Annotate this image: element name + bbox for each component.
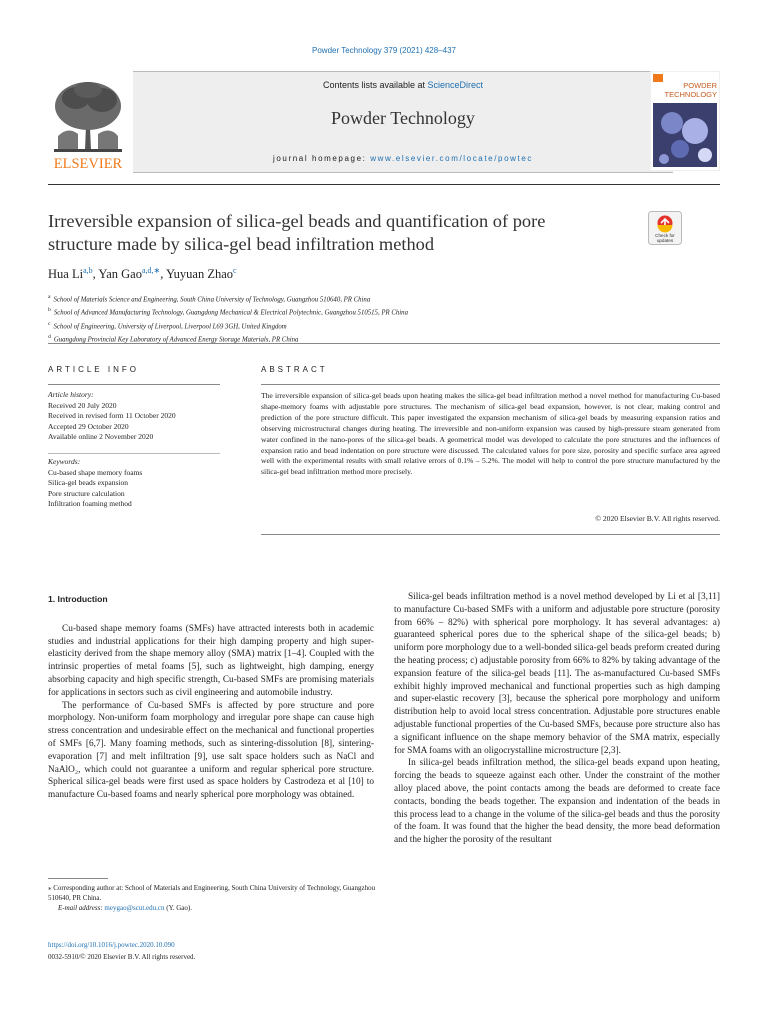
author-name[interactable]: Yuyuan Zhao xyxy=(166,267,234,282)
affiliation-text: School of Materials Science and Engineering, South China University of Technology, Guangzhou 510640, PR China xyxy=(53,296,371,304)
homepage-link[interactable]: www.elsevier.com/locate/powtec xyxy=(370,154,533,163)
affiliation-list xyxy=(48,292,688,345)
check-for-updates-badge[interactable] xyxy=(648,211,682,245)
body-paragraph: Cu-based shape memory foams (SMFs) have attracted interests both in academic studies and industrial applications for their high damping property and high super-elasticity derived from the shape memory alloy (SMA) matrix [1–4]. Coupled with the intrinsic properties of metal foams [5], such as lightweight, high damping, energy absorbing capacity and high specific strength, Cu-based SMFs are promising materials for applications in sectors such as civil engineering and automobile industry. xyxy=(48,623,374,698)
affiliation-text: School of Advanced Manufacturing Technology, Guangdong Mechanical & Electrical Polytechnic, Guangzhou 510515, PR China xyxy=(53,309,408,317)
keyword: Silica-gel beads expansion xyxy=(48,478,128,488)
email-link[interactable]: meygao@scut.edu.cn xyxy=(104,904,165,912)
journal-name[interactable]: Powder Technology xyxy=(331,108,475,128)
affiliation-mark: b xyxy=(48,307,51,314)
contents-prefix: Contents lists available at xyxy=(322,80,428,90)
footnote-mark: ⁎ xyxy=(48,884,52,892)
publisher-wordmark: ELSEVIER xyxy=(53,156,123,171)
history-item: Received 20 July 2020 xyxy=(48,400,117,410)
keyword: Infiltration foaming method xyxy=(48,499,132,509)
abstract-heading: ABSTRACT xyxy=(261,365,328,374)
history-item: Received in revised form 11 October 2020 xyxy=(48,411,176,420)
history-item: Accepted 29 October 2020 xyxy=(48,421,129,431)
article-history xyxy=(48,390,220,443)
keyword-list xyxy=(48,457,220,510)
badge-text-line2: updates xyxy=(656,238,674,243)
body-paragraph: In silica-gel beads infiltration method, the silica-gel beads expand upon heating, forcing the beads to squeeze against each other. Under the constraint of the mother alloy placed above, the point contacts among the beads are deformed to create face contacts, bonding the beads together. The expansion and indentation of the beads in this process lead to a change in the volume of the silica-gel beads and thus the porosity of the foam. It was found that the higher the bead density, the more bead deformation and the higher the porosity of the resultant xyxy=(394,758,720,846)
author-affiliation-mark[interactable]: c xyxy=(233,266,237,275)
elsevier-tree-logo[interactable] xyxy=(48,76,128,171)
email-suffix: (Y. Gao). xyxy=(164,904,192,912)
history-label: Article history: xyxy=(48,390,94,399)
doi-link[interactable]: https://doi.org/10.1016/j.powtec.2020.10.090 xyxy=(48,941,175,949)
footnote-rule xyxy=(48,878,108,879)
email-label: E-mail address: xyxy=(58,904,105,912)
author-separator: , xyxy=(160,267,167,282)
section-heading-introduction: 1. Introduction xyxy=(48,594,108,604)
journal-cover-image[interactable] xyxy=(650,71,720,171)
article-info-heading: ARTICLE INFO xyxy=(48,365,139,374)
affiliation-text: Guangdong Provincial Key Laboratory of Advanced Energy Storage Materials, PR China xyxy=(53,336,299,344)
body-paragraph: Silica-gel beads infiltration method is a novel method developed by Li et al [3,11] to manufacture Cu-based SMFs with a uniform and adjustable pore structure (porosity from 66% – 82%) with spherical pore morphology. It has several advantages: a) guaranteed spherical pores due to the spherical shape of the silica-gel beads; b) uniform pore morphology due to a well-bonded silica-gel beads preform created during the heating process; c) adjustable porosity from 66% to 82% by taking advantage of the expansion feature of the silica-gel beads [11]. The as-manufactured Cu-based SMFs exhibit highly improved mechanical and functional properties such as high damping and super-elastic recovery [3], because the spherical pore morphology and uniform distribution help to avoid local stress concentration. Adjustable pore structures enable adjustable functional properties of the Cu-based SMFs, because pore structure also has a significant influence on the shape memory behavior of the SMA matrix, especially for SMA foams with an oligocrystalline microstructure [2,3]. xyxy=(394,592,720,756)
body-column-right xyxy=(394,591,720,847)
article-info-rule xyxy=(48,384,220,385)
journal-homepage xyxy=(133,154,673,163)
journal-reference-link[interactable]: Powder Technology 379 (2021) 428–437 xyxy=(312,46,456,55)
keywords-label: Keywords: xyxy=(48,457,81,466)
affiliation xyxy=(48,305,688,318)
author-affiliation-mark[interactable]: a,b xyxy=(83,266,93,275)
affiliation-mark: c xyxy=(48,320,51,327)
author-name[interactable]: Yan Gao xyxy=(98,267,142,282)
section-rule xyxy=(48,343,720,344)
issn-line: 0032-5910/© 2020 Elsevier B.V. All rights reserved. xyxy=(48,953,196,961)
affiliation-mark: d xyxy=(48,333,51,340)
body-column-left xyxy=(48,591,374,802)
journal-header-box xyxy=(133,71,673,173)
affiliation xyxy=(48,319,688,332)
keywords-rule xyxy=(48,453,220,454)
cover-title-line2: TECHNOLOGY xyxy=(664,90,717,99)
contents-availability xyxy=(133,80,673,90)
abstract-text: The irreversible expansion of silica-gel beads upon heating makes the silica-gel bead infiltration method a novel method for manufacturing Cu-based shape-memory foams with adjustable pore structures. The mechanism of silica-gel bead expansion, however, is not clear, making control and prediction of the pore structure difficult. This paper investigated the expansion mechanism of silica-gel beads by measuring expansion ratios and observing microstructural changes during heating. The irreversible and non-uniform expansion was caused by high-pressure steam generated from water confined in the nano-pores of the silica-gel beads. A geometrical model was developed to calculate the pore structures and the influences of expansion ratio and bead indentation on pore structure were discussed. The calculated values for pore size, porosity and specific surface area agreed well with the experimental results with small relative errors of 0.1% – 5.2%. The model will help to control the pore structure manufactured by the silica-gel bead infiltration method more precisely. xyxy=(261,391,720,477)
keyword: Pore structure calculation xyxy=(48,488,125,498)
affiliation xyxy=(48,292,688,305)
body-paragraph: The performance of Cu-based SMFs is affected by pore structure and pore morphology. Non-uniform foam morphology and irregular pore shape can cause high stress concentration and undesirable effect on the mechanical and functional properties of SMFs [6,7]. Many foaming methods, such as sintering-dissolution [8], sintering-evaporation [7] and melt infiltration [9], use salt space holders such as NaCl and NaAlO₂, which could not guarantee a uniform and regular spherical pore structure. Spherical silica-gel beads were first used as space holders by Castrodeza et al [10] to manufacture Cu-based foams and nearly spherical pore morphology was obtained. xyxy=(48,700,374,801)
footnote-text: Corresponding author at: School of Materials and Engineering, South China University of Technology, Guangzhou 510640, PR China. xyxy=(48,884,376,902)
keyword: Cu-based shape memory foams xyxy=(48,467,143,477)
affiliation-mark: a xyxy=(48,294,51,300)
masthead xyxy=(48,71,628,171)
badge-text-line1: Check for xyxy=(655,233,675,238)
history-item: Available online 2 November 2020 xyxy=(48,432,154,441)
abstract-rule xyxy=(261,384,720,385)
cover-title-line1: POWDER xyxy=(683,81,717,90)
author-list xyxy=(48,266,237,282)
article-title: Irreversible expansion of silica-gel beads and quantification of pore structure made by silica-gel bead infiltration method xyxy=(48,211,546,254)
author-name[interactable]: Hua Li xyxy=(48,267,84,282)
homepage-prefix: journal homepage: xyxy=(272,154,371,163)
corresponding-author-footnote xyxy=(48,883,378,913)
header-rule xyxy=(48,184,720,185)
sciencedirect-link[interactable]: ScienceDirect xyxy=(427,80,484,90)
copyright-notice: © 2020 Elsevier B.V. All rights reserved. xyxy=(595,514,720,523)
author-affiliation-mark[interactable]: a,d,∗ xyxy=(141,266,161,275)
abstract-end-rule xyxy=(261,534,720,535)
affiliation-text: School of Engineering, University of Liverpool, Liverpool L69 3GH, United Kingdom xyxy=(53,322,287,330)
author-separator: , xyxy=(92,267,99,282)
